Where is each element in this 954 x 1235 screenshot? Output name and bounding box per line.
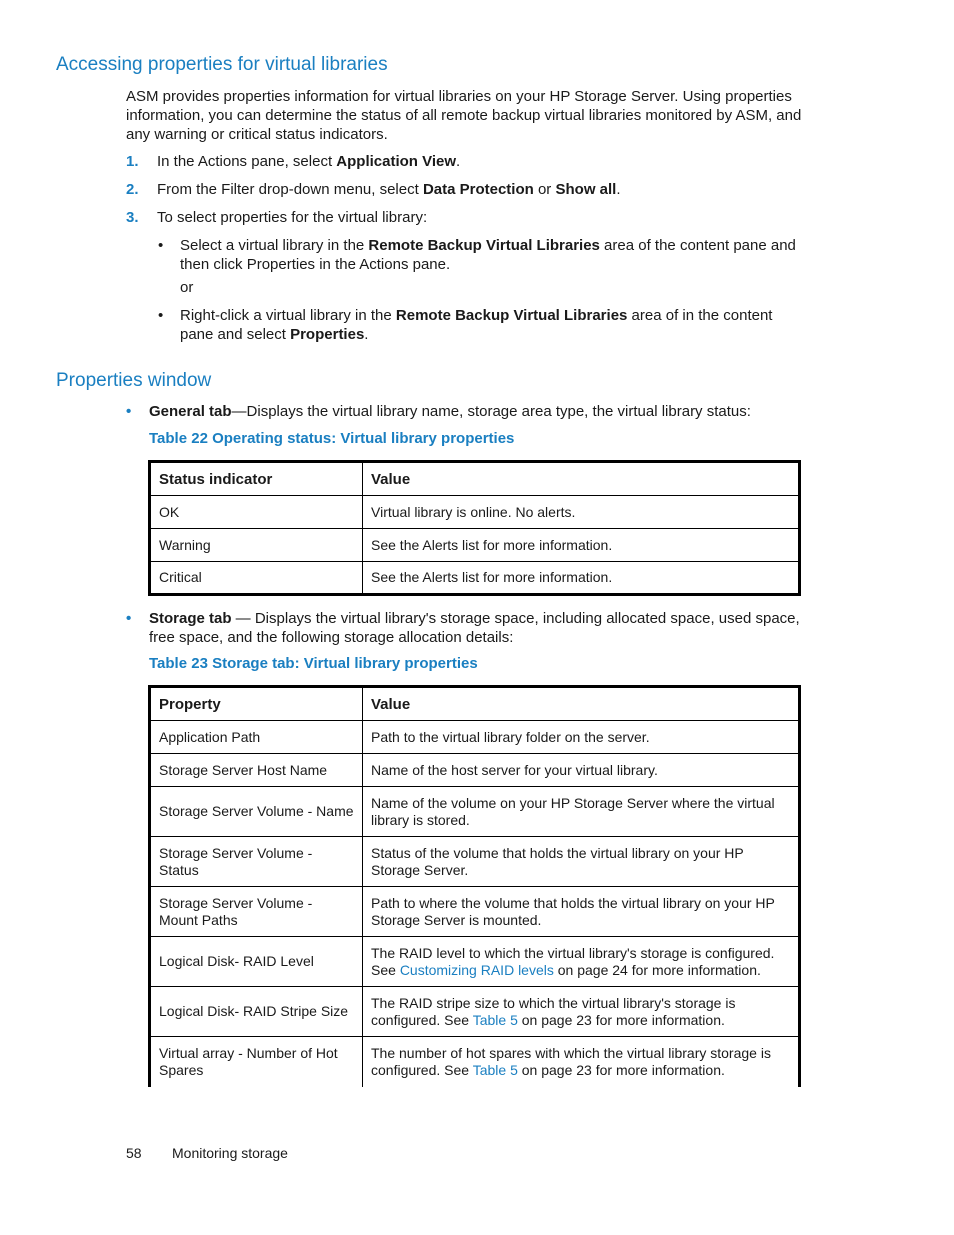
table-row <box>150 562 800 595</box>
table-23-caption: Table 23 Storage tab: Virtual library properties <box>149 655 478 672</box>
table-cell: Storage Server Host Name <box>150 754 363 787</box>
table-cell: Warning <box>150 529 363 562</box>
page-number: 58 <box>126 1145 142 1161</box>
table-header-row <box>150 462 800 496</box>
table-cell: See the Alerts list for more information. <box>363 529 800 562</box>
bullet-text: Select a virtual library in the Remote Backup Virtual Libraries area of the content pane and then click Properties in the Actions pane. <box>180 237 796 273</box>
table-cell: Application Path <box>150 721 363 754</box>
table-cell: Critical <box>150 562 363 595</box>
step-text: To select properties for the virtual library: <box>157 209 428 226</box>
column-header: Value <box>363 462 800 496</box>
section-heading-properties-window: Properties window <box>56 370 212 391</box>
table-cell: Name of the host server for your virtual library. <box>363 754 800 787</box>
table-cell: Name of the volume on your HP Storage Server where the virtual library is stored. <box>363 787 800 837</box>
table-row <box>150 837 800 887</box>
bullet-dot-icon: • <box>126 403 132 420</box>
table-cell: The RAID stripe size to which the virtual library's storage is configured. See Table 5 on page 23 for more information. <box>363 987 800 1037</box>
table-cell: Storage Server Volume - Name <box>150 787 363 837</box>
step-text: From the Filter drop-down menu, select Data Protection or Show all. <box>157 181 621 198</box>
table-operating-status <box>148 460 801 596</box>
table-cell: Virtual library is online. No alerts. <box>363 496 800 529</box>
bullet-text: Right-click a virtual library in the Remote Backup Virtual Libraries area of in the content pane and select Properties. <box>180 307 773 343</box>
table-row <box>150 754 800 787</box>
table-row <box>150 787 800 837</box>
table-row <box>150 529 800 562</box>
table-row <box>150 987 800 1037</box>
table-5-link[interactable]: Table 5 <box>472 1061 518 1078</box>
table-cell: The number of hot spares with which the virtual library storage is configured. See Table 5 on page 23 for more information. <box>363 1037 800 1087</box>
table-cell: Logical Disk- RAID Level <box>150 937 363 987</box>
table-cell: See the Alerts list for more information. <box>363 562 800 595</box>
customizing-raid-levels-link[interactable]: Customizing RAID levels <box>399 961 554 978</box>
or-text: or <box>180 279 194 296</box>
table-5-link[interactable]: Table 5 <box>472 1011 518 1028</box>
column-header: Value <box>363 687 800 721</box>
table-cell: OK <box>150 496 363 529</box>
table-cell: Path to where the volume that holds the virtual library on your HP Storage Server is mounted. <box>363 887 800 937</box>
footer-section-title: Monitoring storage <box>172 1145 288 1161</box>
table-header-row <box>150 687 800 721</box>
step-number: 2. <box>126 181 139 198</box>
step-number: 3. <box>126 209 139 226</box>
section-heading-accessing-properties: Accessing properties for virtual libraries <box>56 54 388 75</box>
bullet-dot-icon: • <box>158 237 164 254</box>
step-text: In the Actions pane, select Application View. <box>157 153 461 170</box>
table-row <box>150 887 800 937</box>
step-number: 1. <box>126 153 139 170</box>
table-cell: Logical Disk- RAID Stripe Size <box>150 987 363 1037</box>
table-cell: Virtual array - Number of Hot Spares <box>150 1037 363 1087</box>
column-header: Property <box>150 687 363 721</box>
bullet-text: Storage tab — Displays the virtual library's storage space, including allocated space, used space, free space, and the following storage allocation details: <box>149 610 800 646</box>
bullet-dot-icon: • <box>158 307 164 324</box>
table-22-caption: Table 22 Operating status: Virtual library properties <box>149 430 515 447</box>
bullet-dot-icon: • <box>126 610 132 627</box>
bullet-text: General tab—Displays the virtual library name, storage area type, the virtual library status: <box>149 403 751 420</box>
table-row <box>150 937 800 987</box>
table-row <box>150 721 800 754</box>
table-row <box>150 1037 800 1087</box>
table-cell: Path to the virtual library folder on the server. <box>363 721 800 754</box>
table-storage-tab-properties <box>148 685 801 1087</box>
intro-paragraph: ASM provides properties information for virtual libraries on your HP Storage Server. Using properties information, you can determine the status of all remote backup virtual libraries monitored by ASM, and any warning or critical status indicators. <box>126 88 802 143</box>
table-cell: Status of the volume that holds the virtual library on your HP Storage Server. <box>363 837 800 887</box>
table-cell: Storage Server Volume - Status <box>150 837 363 887</box>
column-header: Status indicator <box>150 462 363 496</box>
table-cell: The RAID level to which the virtual library's storage is configured. See Customizing RAID levels on page 24 for more information. <box>363 937 800 987</box>
table-row <box>150 496 800 529</box>
table-cell: Storage Server Volume - Mount Paths <box>150 887 363 937</box>
